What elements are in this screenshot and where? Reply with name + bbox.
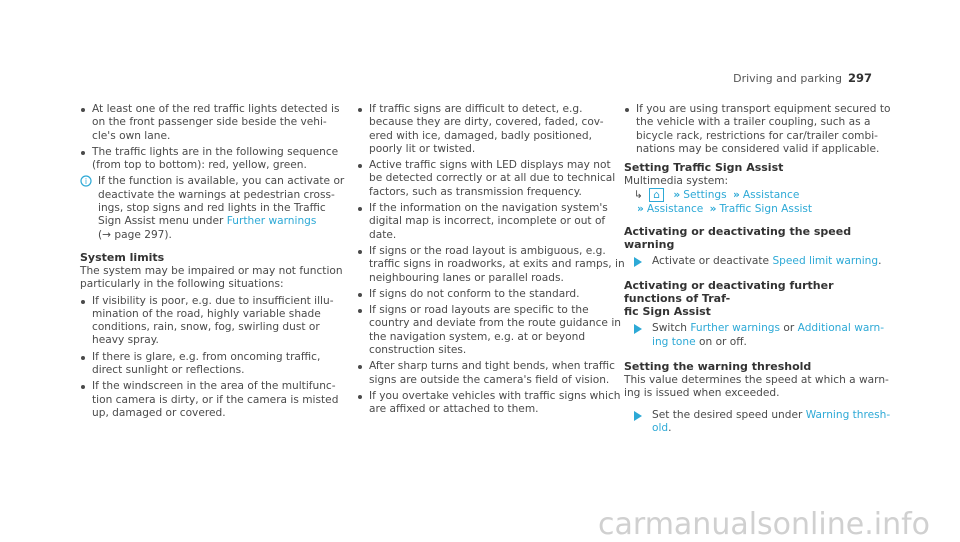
list-item: If the information on the navigation system's digital map is incorrect, incomplete or out of date. <box>357 202 625 242</box>
list-item: If you overtake vehicles with traffic signs which are affixed or attached to them. <box>357 390 625 417</box>
limitations-list <box>357 103 625 417</box>
note-text: If the function is available, you can activate or deactivate the warnings at pedestrian cross- ings, stop signs and red lights in the Traffic Sign Assist menu under <box>98 175 345 228</box>
step-text-end: . <box>878 255 882 268</box>
step-text: or <box>783 322 795 335</box>
step-text: Activate or deactivate <box>652 255 770 268</box>
list-item: If visibility is poor, e.g. due to insufficient illu- mination of the road, highly variable shade conditions, rain, snow, fog, swirling dust or heavy spray. <box>80 295 352 348</box>
threshold-description: This value determines the speed at which a warn- ing is issued when exceeded. <box>624 373 889 400</box>
menu-path <box>624 188 892 216</box>
column-middle <box>357 103 625 420</box>
list-item: Active traffic signs with LED displays may not be detected correctly or at all due to technical factors, such as transmission frequency. <box>357 159 625 199</box>
list-item: If signs do not conform to the standard. <box>357 288 625 301</box>
step-text: Set the desired speed under <box>652 408 803 421</box>
action-step <box>624 322 892 349</box>
further-functions-heading <box>624 279 892 318</box>
svg-text:i: i <box>84 177 88 187</box>
action-arrow-icon <box>634 324 642 334</box>
enter-arrow-icon: ↳ <box>634 189 643 202</box>
speed-limit-warning-link[interactable]: Speed limit warning <box>772 255 879 268</box>
list-item: If signs or road layouts are specific to the country and deviate from the route guidance in the navigation system, e.g. at or beyond construction sites. <box>357 304 625 357</box>
additional-warning-tone-option[interactable]: Additional warn- ing tone <box>652 322 885 348</box>
list-item: After sharp turns and tight bends, when traffic signs are outside the camera's field of vision. <box>357 360 625 387</box>
page-number: 297 <box>847 71 872 85</box>
menu-settings[interactable]: Settings <box>683 189 727 202</box>
system-limits-list <box>80 295 352 421</box>
column-right <box>624 103 892 446</box>
list-item: If the windscreen in the area of the multifunc- tion camera is dirty, or if the camera is misted up, damaged or covered. <box>80 380 352 420</box>
info-note <box>80 175 352 241</box>
step-text: on or off. <box>699 335 747 348</box>
chevron-icon: » <box>709 202 717 215</box>
action-arrow-icon <box>634 411 642 421</box>
heading-line: fic Sign Assist <box>624 305 711 319</box>
menu-assistance-sub[interactable]: Assistance <box>646 202 704 215</box>
list-item: If traffic signs are difficult to detect, e.g. because they are dirty, covered, faded, cov- ered with ice, damaged, badly positioned, poorly lit or twisted. <box>357 103 625 156</box>
system-limits-intro: The system may be impaired or may not function particularly in the following situations: <box>80 264 343 291</box>
chevron-icon: » <box>673 189 681 202</box>
chevron-icon: » <box>637 202 644 215</box>
system-limits-heading: System limits <box>80 250 165 264</box>
further-warnings-option[interactable]: Further warnings <box>690 322 781 335</box>
step-text: Switch <box>652 322 688 335</box>
list-item: At least one of the red traffic lights detected is on the front passenger side beside the vehi- cle's own lane. <box>80 103 352 143</box>
action-step <box>624 255 892 268</box>
chevron-icon: » <box>733 189 740 202</box>
list-item: If you are using transport equipment secured to the vehicle with a trailer coupling, such as a bicycle rack, restrictions for car/trailer combi- nations may be considered valid if applicable. <box>624 103 892 156</box>
transport-equipment-list <box>624 103 892 156</box>
list-item: If there is glare, e.g. from oncoming traffic, direct sunlight or reflections. <box>80 351 352 378</box>
setting-tsa-heading: Setting Traffic Sign Assist <box>624 161 784 175</box>
section-title: Driving and parking <box>733 72 842 85</box>
column-left <box>80 103 352 423</box>
list-item: If signs or the road layout is ambiguous, e.g. traffic signs in roadworks, at exits and ramps, in neighbouring lanes or parallel roads. <box>357 245 625 285</box>
step-text-end: . <box>668 421 672 434</box>
warning-threshold-heading: Setting the warning threshold <box>624 359 812 373</box>
watermark: carmanualsonline.info <box>598 506 930 542</box>
page-reference[interactable]: (→ page 297). <box>98 228 172 241</box>
traffic-light-conditions-list <box>80 103 352 172</box>
further-warnings-link[interactable]: Further warnings <box>226 215 317 228</box>
warning-threshold-link[interactable]: Warning thresh- old <box>652 408 891 434</box>
multimedia-label: Multimedia system: <box>624 175 729 188</box>
info-icon <box>80 175 92 187</box>
action-step <box>624 409 892 436</box>
page-header <box>733 72 872 85</box>
home-icon[interactable]: ⌂ <box>649 188 664 202</box>
speed-warning-heading: Activating or deactivating the speed warning <box>624 225 852 252</box>
heading-line: Activating or deactivating further functions of Traf- <box>624 279 834 306</box>
menu-traffic-sign-assist[interactable]: Traffic Sign Assist <box>719 202 813 215</box>
action-arrow-icon <box>634 257 642 267</box>
list-item: The traffic lights are in the following sequence (from top to bottom): red, yellow, green. <box>80 146 352 173</box>
menu-assistance[interactable]: Assistance <box>742 189 800 202</box>
